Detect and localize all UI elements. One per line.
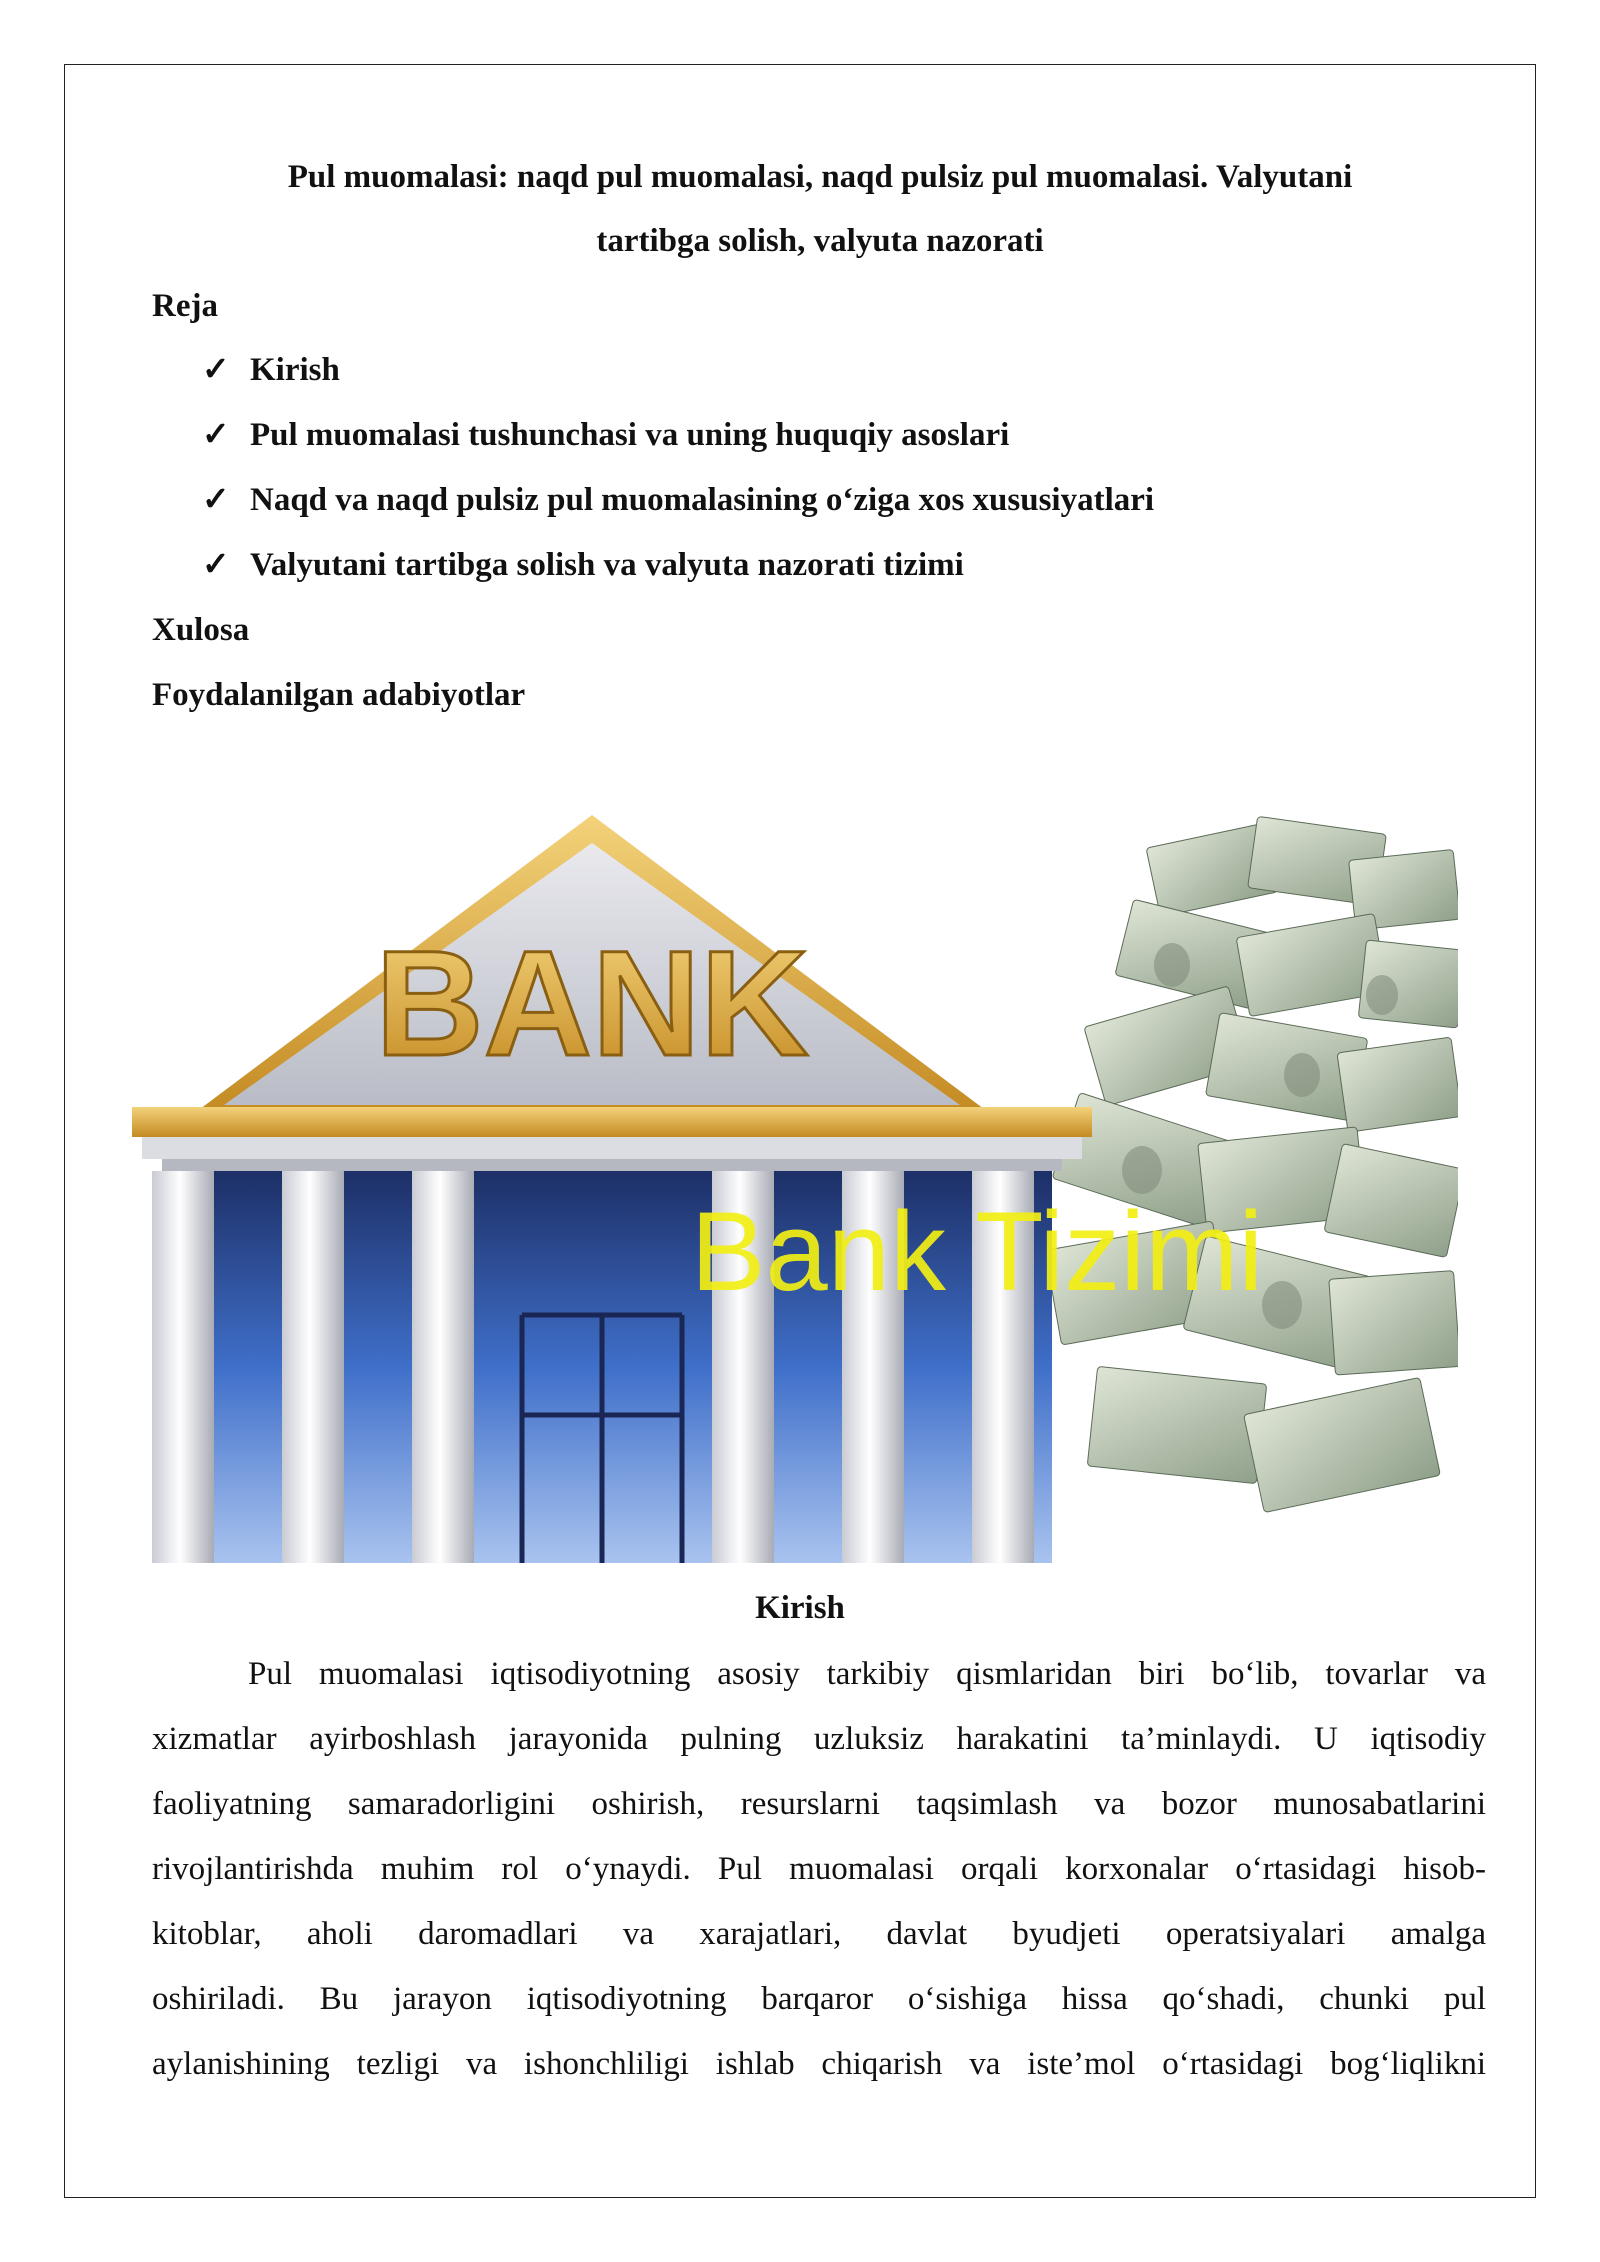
references-heading: Foydalanilgan adabiyotlar: [152, 677, 526, 713]
plan-item: [202, 541, 964, 589]
paragraph-line: rivojlantirishda muhim rol o‘ynaydi. Pul muomalasi orqali korxonalar o‘rtasidagi hisob-: [152, 1851, 1486, 1887]
check-icon: ✓: [202, 547, 230, 583]
check-icon: ✓: [202, 417, 230, 453]
paragraph-line: kitoblar, aholi daromadlari va xarajatlari, davlat byudjeti operatsiyalari amalga: [152, 1916, 1486, 1952]
conclusion-heading: Xulosa: [152, 612, 250, 648]
plan-item-label: Valyutani tartibga solish va valyuta nazorati tizimi: [250, 547, 964, 583]
plan-heading: Reja: [152, 288, 218, 324]
document-title-line-2: tartibga solish, valyuta nazorati: [596, 223, 1044, 259]
money-stacks: [1045, 816, 1458, 1512]
plan-item-label: Naqd va naqd pulsiz pul muomalasining o‘ziga xos xususiyatlari: [250, 482, 1155, 518]
section-heading-kirish: Kirish: [755, 1590, 845, 1626]
plan-item-label: Kirish: [250, 352, 340, 388]
check-icon: ✓: [202, 352, 230, 388]
paragraph-line: aylanishining tezligi va ishonchliligi ishlab chiqarish va iste’mol o‘rtasidagi bog‘liqlikni: [152, 2046, 1486, 2082]
paragraph-line: faoliyatning samaradorligini oshirish, resurslarni taqsimlash va bozor munosabatlarini: [152, 1786, 1486, 1822]
plan-item-label: Pul muomalasi tushunchasi va uning huquqiy asoslari: [250, 417, 1010, 453]
paragraph-line: oshiriladi. Bu jarayon iqtisodiyotning barqaror o‘sishiga hissa qo‘shadi, chunki pul: [152, 1981, 1486, 2017]
document-title-line-1: Pul muomalasi: naqd pul muomalasi, naqd pulsiz pul muomalasi. Valyutani: [287, 159, 1353, 195]
paragraph-line: xizmatlar ayirboshlash jarayonida pulning uzluksiz harakatini ta’minlaydi. U iqtisodiy: [152, 1721, 1486, 1757]
bank-tizimi-caption: Bank Tizimi: [690, 1189, 1264, 1314]
check-icon: ✓: [202, 482, 230, 518]
plan-item: [202, 476, 1154, 524]
paragraph-line: Pul muomalasi iqtisodiyotning asosiy tarkibiy qismlaridan biri bo‘lib, tovarlar va: [248, 1656, 1486, 1692]
intro-paragraph: [152, 1642, 1486, 2097]
bank-illustration: [132, 815, 1458, 1563]
bank-sign: BANK: [375, 919, 809, 1087]
plan-item: [202, 346, 340, 394]
plan-item: [202, 411, 1009, 459]
